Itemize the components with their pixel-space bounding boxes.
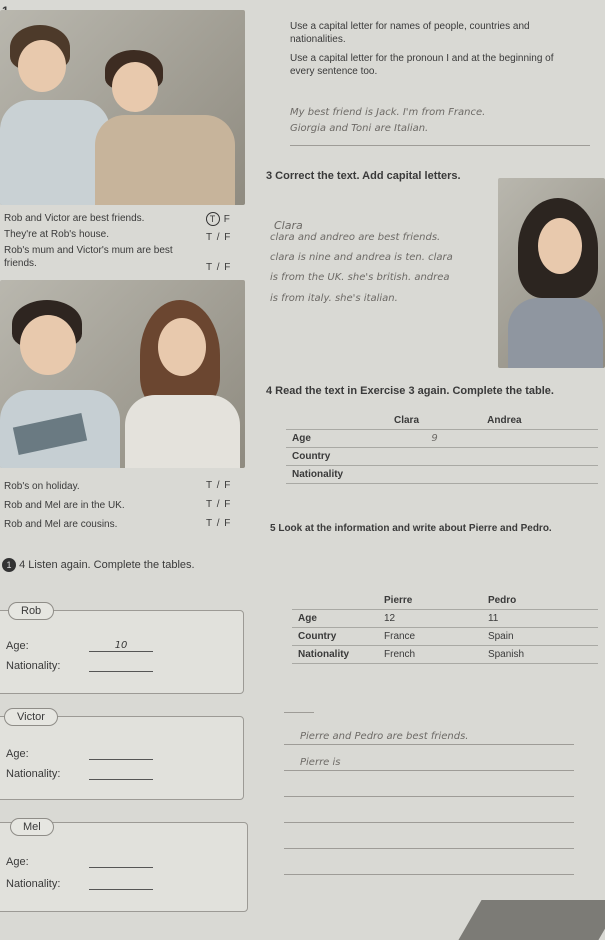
circled-answer: T	[206, 212, 220, 226]
table-cell[interactable]: 9	[388, 430, 481, 448]
clara-andrea-table	[286, 412, 598, 484]
ex-bottom-item-1: Rob's on holiday.	[4, 481, 80, 492]
true-false-2[interactable]: T / F	[206, 232, 232, 243]
answer-line-5[interactable]	[284, 848, 574, 849]
ex4r-title: 4 Read the text in Exercise 3 again. Complete the table.	[266, 385, 554, 397]
table-cell: Spain	[482, 628, 598, 646]
tip-example-2: Giorgia and Toni are Italian.	[290, 123, 429, 134]
table-row	[286, 466, 598, 484]
ex5-title: 5 Look at the information and write about Pierre and Pedro.	[270, 523, 552, 534]
page-corner-shadow	[458, 900, 605, 940]
mel-nat-label: Nationality:	[6, 878, 61, 890]
ex3-correction: Clara	[274, 219, 303, 232]
answer-line-4[interactable]	[284, 822, 574, 823]
answer-line-1[interactable]	[284, 744, 574, 745]
row-label: Nationality	[286, 466, 388, 484]
answer-line-2[interactable]	[284, 770, 574, 771]
mel-age-row	[6, 856, 153, 868]
victor-nat-row	[6, 768, 153, 780]
ex3-line-4: is from italy. she's italian.	[270, 293, 398, 304]
row-label: Age	[292, 610, 378, 628]
table-cell: France	[378, 628, 482, 646]
true-false-6[interactable]: T / F	[206, 518, 232, 529]
ex3-title: 3 Correct the text. Add capital letters.	[266, 170, 461, 182]
ex-bottom-item-2: Rob and Mel are in the UK.	[4, 500, 125, 511]
ex-top-text-1: Rob and Victor are best friends.	[4, 213, 145, 224]
answer-line-0	[284, 712, 314, 713]
ex-top-text-3: Rob's mum and Victor's mum are best friends.	[4, 245, 173, 269]
mel-label: Mel	[10, 818, 54, 836]
victor-nat-label: Nationality:	[6, 768, 61, 780]
audio-track-badge: 1	[2, 558, 16, 572]
ex-top-item-2	[4, 228, 199, 241]
row-label: Nationality	[292, 646, 378, 664]
rob-label: Rob	[8, 602, 54, 620]
rob-nationality-input[interactable]	[89, 660, 153, 672]
victor-nationality-input[interactable]	[89, 768, 153, 780]
table-cell[interactable]	[388, 448, 481, 466]
table-header-row	[286, 412, 598, 430]
true-false-1[interactable]: T F	[206, 212, 231, 226]
table-header-blank	[286, 412, 388, 430]
rob-age-row	[6, 640, 153, 652]
victor-age-label: Age:	[6, 748, 29, 760]
answer-line-3[interactable]	[284, 796, 574, 797]
table-row	[286, 448, 598, 466]
rob-age-label: Age:	[6, 640, 29, 652]
photo-boys-gaming	[0, 10, 245, 205]
table-cell[interactable]	[388, 466, 481, 484]
answer-line-6[interactable]	[284, 874, 574, 875]
photo-boy-girl-tablet	[0, 280, 245, 468]
ex4-title-text: 4 Listen again. Complete the tables.	[19, 559, 195, 571]
mel-nat-row	[6, 878, 153, 890]
ex3-line-1: clara and andreo are best friends.	[270, 232, 441, 243]
tip-example-1: My best friend is Jack. I'm from France.	[290, 107, 486, 118]
victor-age-input[interactable]	[89, 748, 153, 760]
pierre-pedro-table	[292, 592, 598, 664]
ex5-answer-2[interactable]: Pierre is	[300, 757, 341, 768]
victor-label: Victor	[4, 708, 58, 726]
victor-age-row	[6, 748, 153, 760]
table-cell: Spanish	[482, 646, 598, 664]
ex-top-item-1	[4, 212, 199, 225]
ex3-line-3: is from the UK. she's british. andrea	[270, 272, 450, 283]
rob-card	[0, 610, 244, 694]
true-false-5[interactable]: T / F	[206, 499, 232, 510]
table-header-clara: Clara	[388, 412, 481, 430]
divider	[290, 145, 590, 146]
row-label: Age	[286, 430, 388, 448]
photo-girl-partial	[498, 178, 605, 368]
ex-top-item-3	[4, 244, 174, 270]
row-label: Country	[286, 448, 388, 466]
tip-2: Use a capital letter for the pronoun I and at the beginning of every sentence too.	[290, 53, 554, 77]
table-header-pierre: Pierre	[378, 592, 482, 610]
tip-1: Use a capital letter for names of people, countries and nationalities.	[290, 21, 530, 45]
row-label: Country	[292, 628, 378, 646]
mel-nationality-input[interactable]	[89, 878, 153, 890]
table-header-blank	[292, 592, 378, 610]
table-row	[292, 628, 598, 646]
ex5-answer-1[interactable]: Pierre and Pedro are best friends.	[300, 731, 469, 742]
rob-nat-row	[6, 660, 153, 672]
ex-top-text-2: They're at Rob's house.	[4, 229, 109, 240]
true-false-3[interactable]: T / F	[206, 262, 232, 273]
ex3-line-2: clara is nine and andrea is ten. clara	[270, 252, 453, 263]
table-row	[286, 430, 598, 448]
rob-age-input[interactable]: 10	[89, 640, 153, 652]
table-cell: 12	[378, 610, 482, 628]
table-cell[interactable]	[481, 466, 598, 484]
mel-age-input[interactable]	[89, 856, 153, 868]
table-cell[interactable]	[481, 448, 598, 466]
table-header-pedro: Pedro	[482, 592, 598, 610]
table-cell: 11	[482, 610, 598, 628]
table-cell: French	[378, 646, 482, 664]
table-row	[292, 646, 598, 664]
table-row	[292, 610, 598, 628]
rob-nat-label: Nationality:	[6, 660, 61, 672]
table-header-andrea: Andrea	[481, 412, 598, 430]
ex4-title	[2, 558, 195, 572]
table-header-row	[292, 592, 598, 610]
ex-bottom-item-3: Rob and Mel are cousins.	[4, 519, 118, 530]
mel-age-label: Age:	[6, 856, 29, 868]
table-cell[interactable]	[481, 430, 598, 448]
true-false-4[interactable]: T / F	[206, 480, 232, 491]
